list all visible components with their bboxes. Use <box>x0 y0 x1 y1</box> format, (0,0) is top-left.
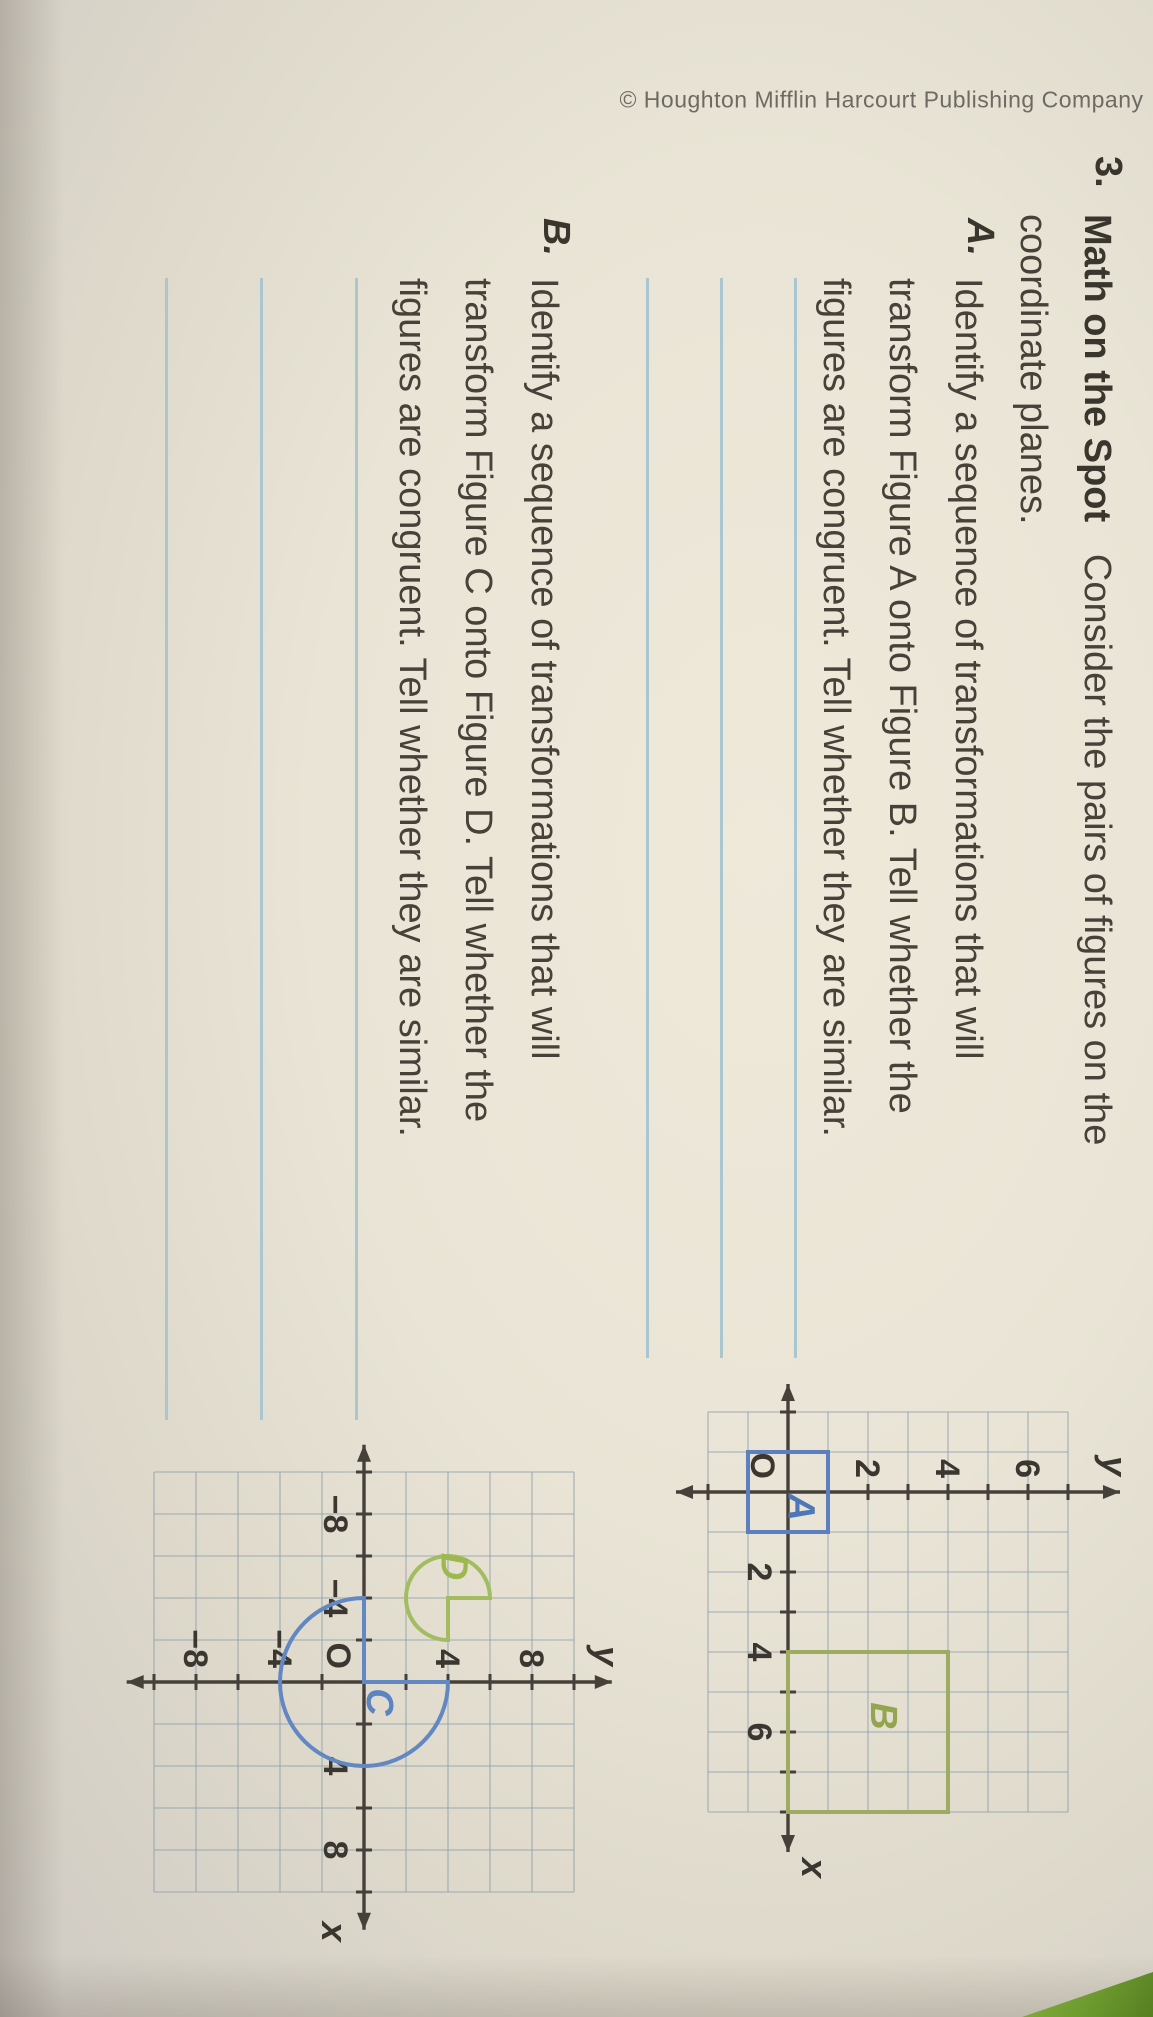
part-a-line-2: transform Figure A onto Figure B. Tell whether the <box>881 278 923 1114</box>
part-b-line-1: Identify a sequence of transformations that will <box>523 278 565 1060</box>
figure-label-C: C <box>357 1688 400 1716</box>
x-tick-label: −8 <box>316 1494 354 1534</box>
answer-line <box>794 278 797 1358</box>
coordinate-plane-AB <box>667 1368 1137 1884</box>
x-tick-label: 4 <box>740 1642 778 1662</box>
y-tick-label: 6 <box>1008 1459 1046 1478</box>
x-axis-label: x <box>794 1858 835 1879</box>
answer-line <box>260 278 263 1420</box>
part-b-line-2: transform Figure C onto Figure D. Tell whether the <box>457 278 499 1123</box>
problem-intro-line-2: coordinate planes. <box>1012 214 1054 525</box>
x-tick-label: 2 <box>740 1562 778 1582</box>
y-tick-label: 4 <box>928 1459 966 1478</box>
part-a-marker: A. <box>959 218 1001 256</box>
part-a-line-3: figures are congruent. Tell whether they are similar. <box>815 278 857 1137</box>
page-shadow <box>0 1955 1153 2017</box>
answer-line <box>720 278 723 1358</box>
problem-header-line-1 <box>1065 214 1129 1145</box>
part-b-marker: B. <box>535 218 577 256</box>
x-tick-label: 6 <box>740 1722 778 1742</box>
answer-line <box>646 278 649 1358</box>
coordinate-plane-CD <box>73 1416 641 1960</box>
copyright-notice: © Houghton Mifflin Harcourt Publishing Company <box>619 86 1144 113</box>
axis-arrow <box>781 1835 795 1852</box>
figure-label-D: D <box>432 1552 475 1581</box>
axis-arrow <box>357 1913 371 1930</box>
axis-arrow <box>676 1485 693 1499</box>
answer-line <box>165 278 168 1420</box>
page-shadow <box>0 0 64 2017</box>
y-tick-label: −4 <box>260 1629 298 1668</box>
y-axis-label: y <box>585 1645 627 1666</box>
x-tick-label: 8 <box>316 1840 354 1860</box>
axis-arrow <box>357 1445 371 1462</box>
y-tick-label: 2 <box>848 1459 886 1478</box>
x-tick-label: −4 <box>316 1578 354 1618</box>
y-tick-label: 8 <box>512 1649 550 1668</box>
problem-title: Math on the Spot <box>1076 214 1118 523</box>
problem-intro-line-1: Consider the pairs of figures on the <box>1076 553 1118 1146</box>
answer-line <box>355 278 358 1420</box>
part-b-line-3: figures are congruent. Tell whether they are similar. <box>391 278 433 1137</box>
y-tick-label: −8 <box>176 1629 214 1668</box>
y-tick-label: 4 <box>428 1649 466 1668</box>
y-axis-label: y <box>1094 1455 1135 1476</box>
figure-label-A: A <box>779 1493 822 1521</box>
x-axis-label: x <box>314 1921 355 1942</box>
axis-arrow <box>127 1675 144 1689</box>
axis-arrow <box>595 1675 612 1689</box>
problem-number: 3. <box>1087 156 1129 188</box>
part-a-line-1: Identify a sequence of transformations that will <box>947 278 989 1060</box>
axis-arrow <box>781 1384 795 1401</box>
figure-label-B: B <box>862 1702 904 1730</box>
axis-arrow <box>1103 1485 1120 1499</box>
origin-label: O <box>319 1642 357 1669</box>
x-tick-label: 4 <box>316 1756 354 1776</box>
origin-label: O <box>743 1452 781 1479</box>
